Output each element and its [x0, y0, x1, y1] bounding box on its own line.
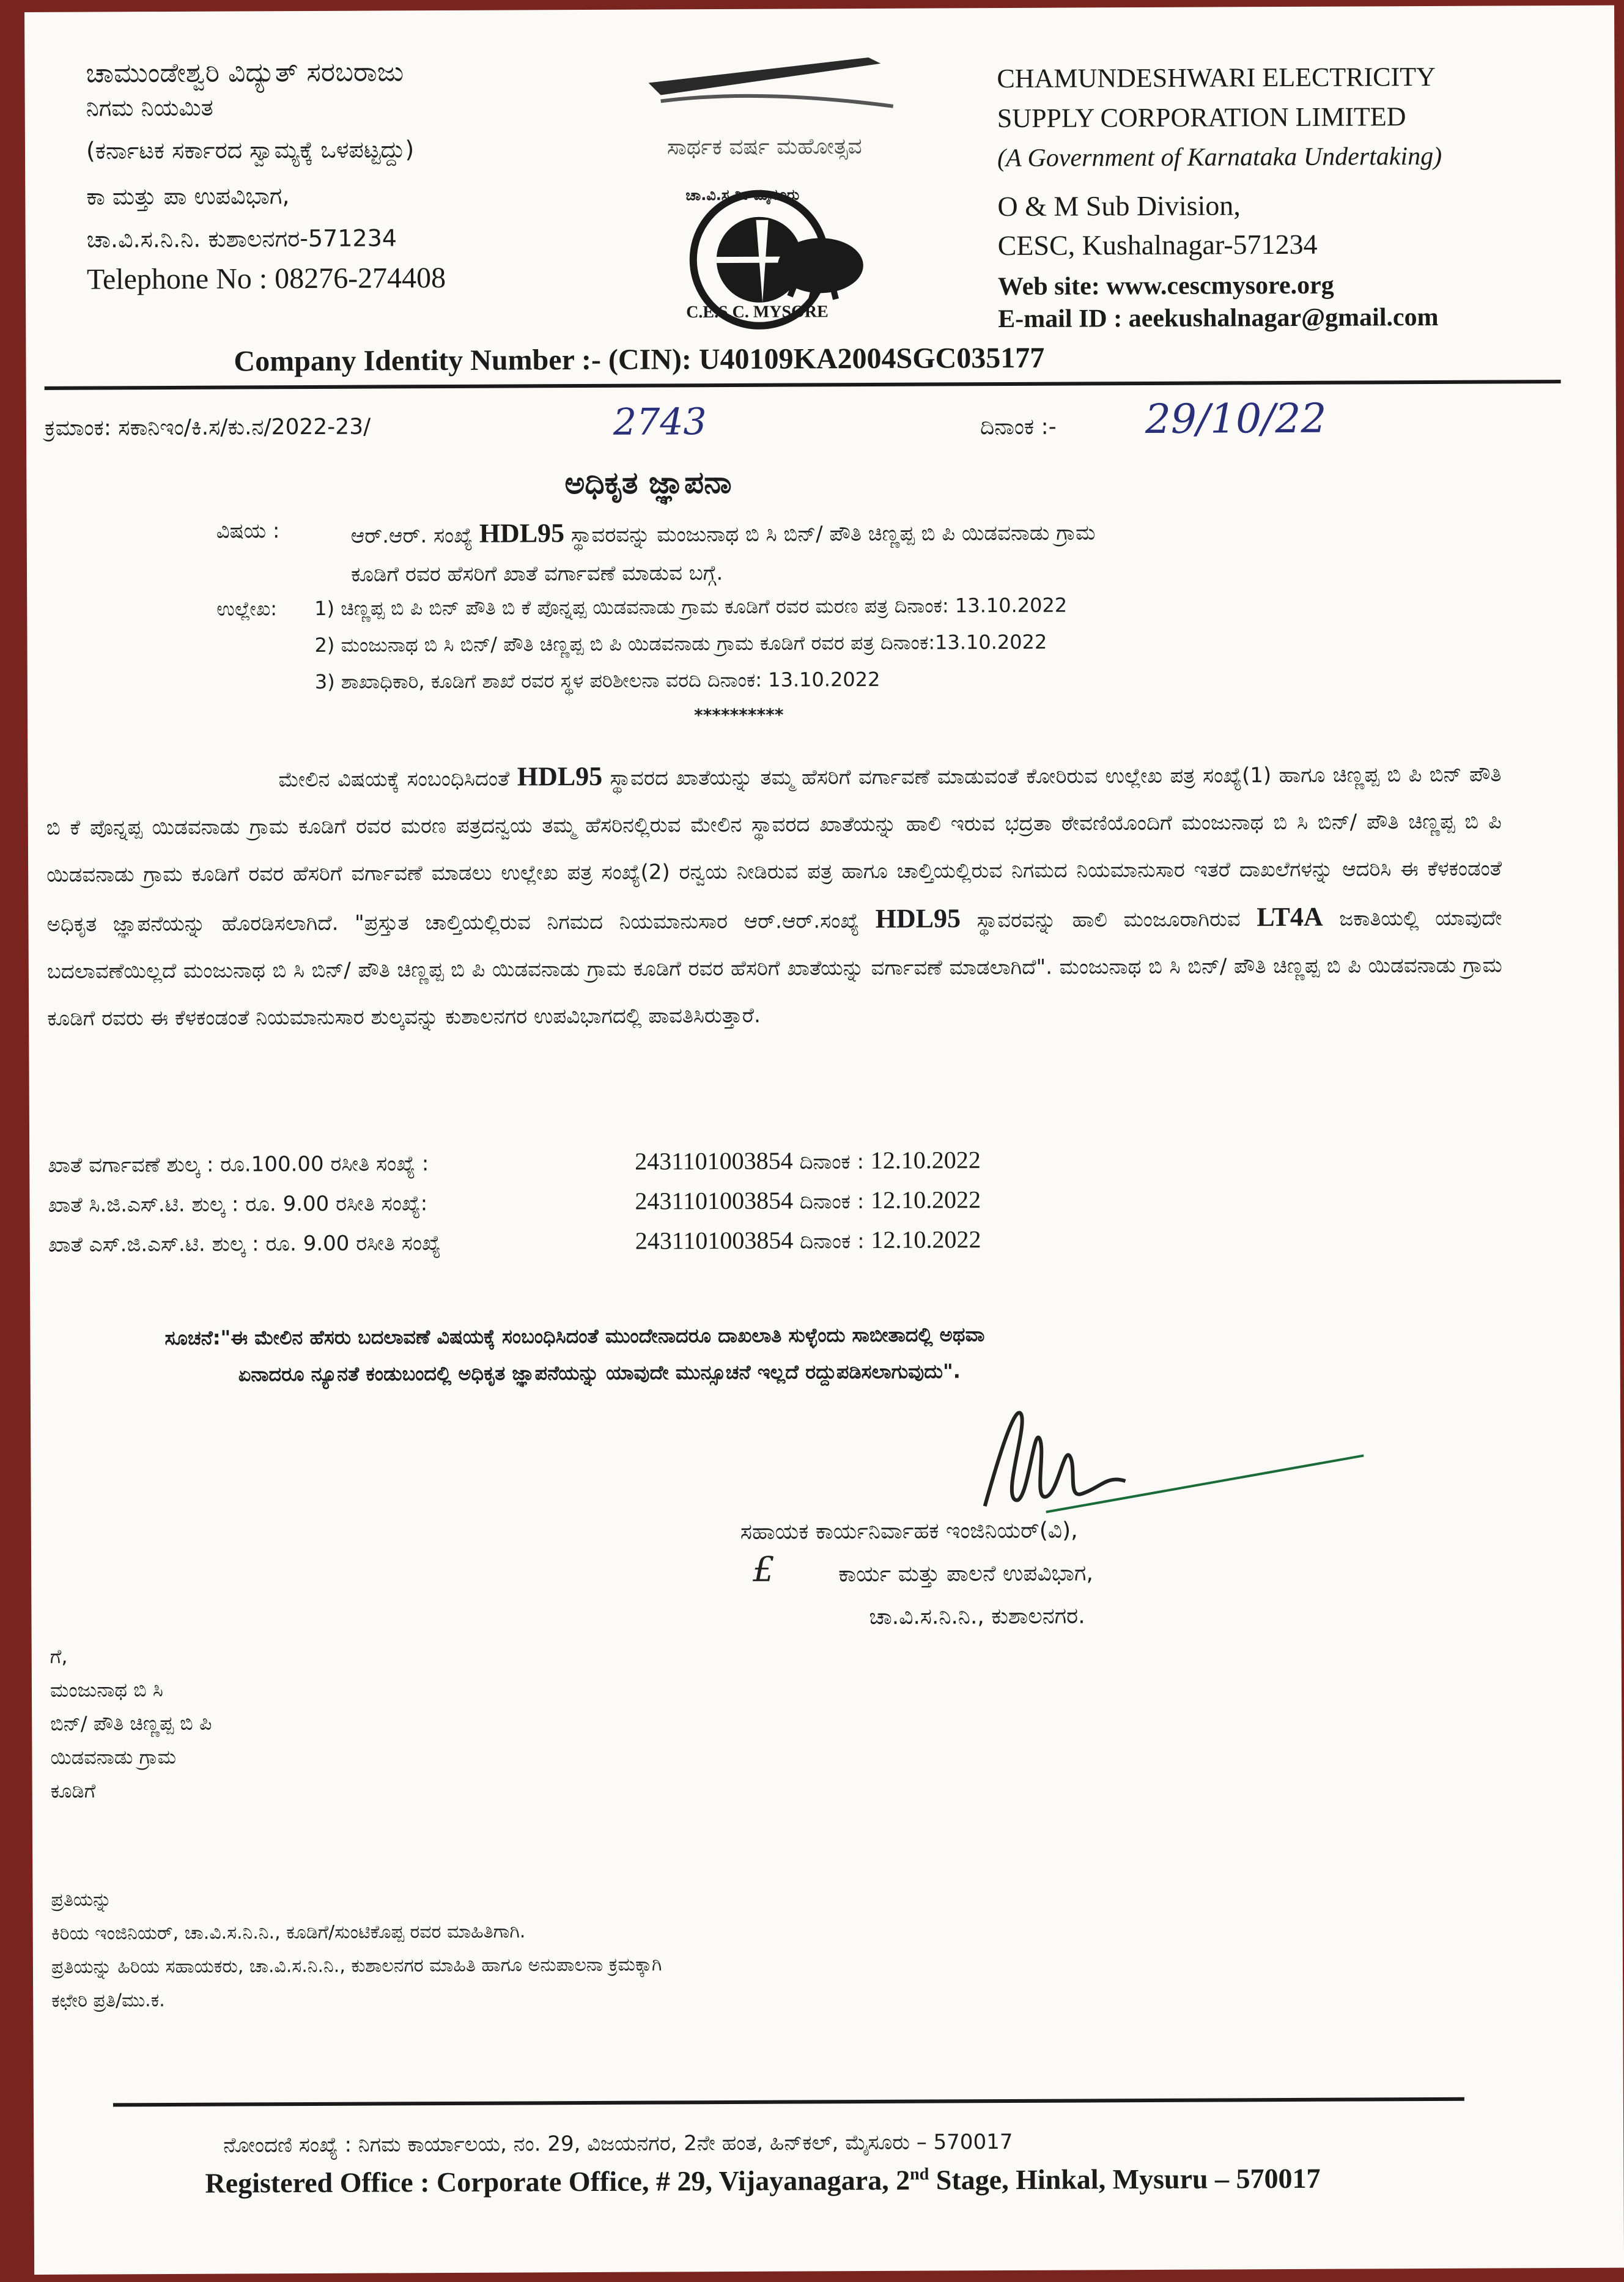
fee-receipt: 2431101003854 — [635, 1226, 794, 1255]
body-tariff: LT4A — [1257, 901, 1323, 932]
to-line-1: ಗೆ, — [50, 1644, 68, 1668]
subject-line-1 — [351, 515, 1096, 549]
fee-label: ಖಾತೆ ವರ್ಗಾವಣೆ ಶುಲ್ಕ : ರೂ.100.00 ರಸೀತಿ ಸಂಖ್ಯೆ : — [48, 1151, 429, 1178]
subject-label: ವಿಷಯ : — [216, 519, 280, 544]
ref-label: ಕ್ರಮಾಂಕ: ಸಕಾನಿಇಂ/ಕಿ.ಸ/ಕು.ನ/2022-23/ — [44, 414, 371, 441]
company-cin: Company Identity Number :- (CIN): U40109KA2004SGC035177 — [234, 341, 1045, 378]
subject-pre: ಆರ್.ಆರ್. ಸಂಖ್ಯೆ — [350, 523, 473, 548]
fee-row-3 — [48, 1225, 981, 1258]
signatory-line-2: ಕಾರ್ಯ ಮತ್ತು ಪಾಲನೆ ಉಪವಿಭಾಗ, — [838, 1560, 1093, 1587]
fee-row-2 — [48, 1185, 981, 1218]
fee-label: ಖಾತೆ ಎಸ್.ಜಿ.ಎಸ್.ಟಿ. ಶುಲ್ಕ : ರೂ. 9.00 ರಸೀತಿ ಸಂಖ್ಯೆ — [48, 1231, 441, 1257]
logo-ring-top: ಚಾ.ವಿ.ಸ.ನಿ. ಮೈಸೂರು — [685, 186, 800, 204]
footer-en-sup: nd — [910, 2165, 929, 2184]
reference-3: 3) ಶಾಖಾಧಿಕಾರಿ, ಕೂಡಿಗೆ ಶಾಖೆ ರವರ ಸ್ಥಳ ಪರಿಶೀಲನಾ ವರದಿ ದಿನಾಂಕ: 13.10.2022 — [314, 667, 880, 693]
logo-ring-bottom: C.E.S.C. MYSORE — [686, 302, 829, 322]
to-line-5: ಕೂಡಿಗೆ — [50, 1779, 96, 1803]
fee-date-label: ದಿನಾಂಕ : — [799, 1150, 865, 1175]
note-line-2: ಏನಾದರೂ ನ್ಯೂನತೆ ಕಂಡುಬಂದಲ್ಲಿ ಅಧಿಕೃತ ಜ್ಞಾಪನೆಯನ್ನು ಯಾವುದೇ ಮುನ್ಸೂಚನೆ ಇಲ್ಲದೆ ರದ್ದುಪಡಿಸಲಾಗುವುದು". — [238, 1359, 961, 1386]
footer-en — [205, 2162, 1320, 2199]
signature-image — [960, 1388, 1401, 1524]
logo-top-text: ಸಾರ್ಥಕ ವರ್ಷ ಮಹೋತ್ಸವ — [666, 134, 862, 160]
body-mid: ಸ್ಥಾವರವನ್ನು ಹಾಲಿ ಮಂಜೂರಾಗಿರುವ — [976, 907, 1241, 933]
signature-initial-icon: £ — [752, 1549, 775, 1590]
copy-line-4: ಕಛೇರಿ ಪ್ರತಿ/ಮು.ಕ. — [51, 1990, 165, 2012]
footer-divider — [113, 2097, 1464, 2107]
body-post: ಸ್ಥಾವರದ ಖಾತೆಯನ್ನು ತಮ್ಮ ಹೆಸರಿಗೆ ವರ್ಗಾವಣೆ ಮಾಡುವಂತೆ ಕೋರಿರುವ ಉಲ್ಲೇಖ ಪತ್ರ ಸಂಖ್ಯೆ(1) ಹಾಗೂ ಚಿಣ್ಣಪ್ಪ ಬಿ ಪಿ ಬಿನ್ ಪೌತಿ ಬಿ ಕೆ ಪೊನ್ನಪ್ಪ ಯಿಡವನಾಡು ಗ್ರಾಮ ಕೂಡಿಗೆ ರವರ ಮರಣ ಪತ್ರದನ್ವಯ ತಮ್ಮ ಹೆಸರಿನಲ್ಲಿರುವ ಮೇಲಿನ ಸ್ಥಾವರದ ಖಾತೆಯನ್ನು ಹಾಲಿ ಇರುವ ಭದ್ರತಾ ಠೇವಣಿಯೊಂದಿಗೆ ಮಂಜುನಾಥ ಬಿ ಸಿ ಬಿನ್/ ಪೌತಿ ಚಿಣ್ಣಪ್ಪ ಬಿ ಪಿ ಯಿಡವನಾಡು ಗ್ರಾಮ ಕೂಡಿಗೆ ರವರ ಹೆಸರಿಗೆ ವರ್ಗಾವಣೆ ಮಾಡಲು ಉಲ್ಲೇಖ ಪತ್ರ ಸಂಖ್ಯೆ(2) ರನ್ವಯ ನೀಡಿರುವ ಪತ್ರ ಹಾಗೂ ಚಾಲ್ತಿಯಲ್ಲಿರುವ ನಿಗಮದ ನಿಯಮಾನುಸಾರ ಇತರೆ ದಾಖಲೆಗಳನ್ನು ಆದರಿಸಿ ಈ ಕೆಳಕಂಡಂತೆ ಅಧಿಕೃತ ಜ್ಞಾಪನೆಯನ್ನು ಹೊರಡಿಸಲಾಗಿದೆ. "ಪ್ರಸ್ತುತ ಚಾಲ್ತಿಯಲ್ಲಿರುವ ನಿಗಮದ ನಿಯಮಾನುಸಾರ ಆರ್.ಆರ್.ಸಂಖ್ಯೆ — [46, 762, 1502, 937]
ref-number: 2743 — [613, 401, 707, 444]
header-en-line-4: O & M Sub Division, — [997, 190, 1241, 223]
copy-line-3: ಪ್ರತಿಯನ್ನು ಹಿರಿಯ ಸಹಾಯಕರು, ಚಾ.ವಿ.ಸ.ನಿ.ನಿ., ಕುಶಾಲನಗರ ಮಾಹಿತಿ ಹಾಗೂ ಅನುಪಾಲನಾ ಕ್ರಮಕ್ಕಾಗಿ — [51, 1954, 662, 1978]
header-en-line-3: (A Government of Karnataka Undertaking) — [997, 142, 1442, 173]
fee-row-1 — [48, 1145, 981, 1178]
signatory-line-3: ಚಾ.ವಿ.ಸ.ನಿ.ನಿ., ಕುಶಾಲನಗರ. — [869, 1603, 1085, 1630]
footer-en-post: Stage, Hinkal, Mysuru – 570017 — [929, 2162, 1321, 2196]
header-kn-line-2: ನಿಗಮ ನಿಯಮಿತ — [86, 94, 213, 122]
references-separator: ********** — [693, 704, 784, 726]
reference-2: 2) ಮಂಜುನಾಥ ಬಿ ಸಿ ಬಿನ್/ ಪೌತಿ ಚಿಣ್ಣಪ್ಪ ಬಿ ಪಿ ಯಿಡವನಾಡು ಗ್ರಾಮ ಕೂಡಿಗೆ ರವರ ಪತ್ರ ದಿನಾಂಕ:13.10.2022 — [314, 630, 1047, 657]
letter-sheet — [24, 6, 1624, 2275]
copy-line-1: ಪ್ರತಿಯನ್ನು — [51, 1889, 112, 1911]
header-email: E-mail ID : aeekushalnagar@gmail.com — [998, 303, 1439, 334]
fee-label: ಖಾತೆ ಸಿ.ಜಿ.ಎಸ್.ಟಿ. ಶುಲ್ಕ : ರೂ. 9.00 ರಸೀತಿ ಸಂಖ್ಯೆ: — [48, 1191, 428, 1217]
header-divider — [45, 380, 1561, 390]
note-line-1: ಸೂಚನೆ:"ಈ ಮೇಲಿನ ಹೆಸರು ಬದಲಾವಣೆ ವಿಷಯಕ್ಕೆ ಸಂಬಂಧಿಸಿದಂತೆ ಮುಂದೇನಾದರೂ ದಾಖಲಾತಿ ಸುಳ್ಳೆಂದು ಸಾಬೀತಾದಲ್ಲಿ ಅಥವಾ — [164, 1323, 985, 1350]
header-en-line-2: SUPPLY CORPORATION LIMITED — [997, 102, 1406, 134]
body-paragraph — [46, 748, 1502, 1042]
fee-date: 12.10.2022 — [871, 1225, 981, 1254]
subject-rr: HDL95 — [479, 518, 565, 548]
fee-receipt: 2431101003854 — [635, 1186, 794, 1215]
fee-date: 12.10.2022 — [871, 1186, 981, 1214]
header-en-line-5: CESC, Kushalnagar-571234 — [997, 228, 1318, 262]
subject-line-2: ಕೂಡಿಗೆ ರವರ ಹೆಸರಿಗೆ ಖಾತೆ ವರ್ಗಾವಣೆ ಮಾಡುವ ಬಗ್ಗೆ. — [350, 561, 723, 587]
memo-title: ಅಧಿಕೃತ ಜ್ಞಾಪನಾ — [564, 464, 732, 501]
body-rr-2: HDL95 — [875, 903, 961, 934]
body-rr: HDL95 — [517, 761, 603, 792]
reference-1: 1) ಚಿಣ್ಣಪ್ಪ ಬಿ ಪಿ ಬಿನ್ ಪೌತಿ ಬಿ ಕೆ ಪೊನ್ನಪ್ಪ ಯಿಡವನಾಡು ಗ್ರಾಮ ಕೂಡಿಗೆ ರವರ ಮರಣ ಪತ್ರ ದಿನಾಂಕ: 13.10.2022 — [314, 593, 1068, 620]
body-end: ಜಕಾತಿಯಲ್ಲಿ ಯಾವುದೇ ಬದಲಾವಣೆಯಿಲ್ಲದೆ ಮಂಜುನಾಥ ಬಿ ಸಿ ಬಿನ್/ ಪೌತಿ ಚಿಣ್ಣಪ್ಪ ಬಿ ಪಿ ಯಿಡವನಾಡು ಗ್ರಾಮ ಕೂಡಿಗೆ ರವರ ಹೆಸರಿಗೆ ಖಾತೆಯನ್ನು ವರ್ಗಾವಣೆ ಮಾಡಲಾಗಿದೆ". ಮಂಜುನಾಥ ಬಿ ಸಿ ಬಿನ್/ ಪೌತಿ ಚಿಣ್ಣಪ್ಪ ಬಿ ಪಿ ಯಿಡವನಾಡು ಗ್ರಾಮ ಕೂಡಿಗೆ ರವರು ಈ ಕೆಳಕಂಡಂತೆ ನಿಯಮಾನುಸಾರ ಶುಲ್ಕವನ್ನು ಕುಶಾಲನಗರ ಉಪವಿಭಾಗದಲ್ಲಿ ಪಾವತಿಸಿರುತ್ತಾರೆ. — [46, 906, 1502, 1031]
body-pre: ಮೇಲಿನ ವಿಷಯಕ್ಕೆ ಸಂಬಂಧಿಸಿದಂತೆ — [278, 766, 510, 792]
to-line-3: ಬಿನ್/ ಪೌತಿ ಚಿಣ್ಣಪ್ಪ ಬಿ ಪಿ — [50, 1711, 212, 1735]
subject-post: ಸ್ಥಾವರವನ್ನು ಮಂಜುನಾಥ ಬಿ ಸಿ ಬಿನ್/ ಪೌತಿ ಚಿಣ್ಣಪ್ಪ ಬಿ ಪಿ ಯಿಡವನಾಡು ಗ್ರಾಮ — [570, 520, 1096, 548]
header-kn-line-4: ಕಾ ಮತ್ತು ಪಾ ಉಪವಿಭಾಗ, — [86, 182, 290, 210]
signatory-line-1: ಸಹಾಯಕ ಕಾರ್ಯನಿರ್ವಾಹಕ ಇಂಜಿನಿಯರ್(ವಿ), — [740, 1518, 1078, 1545]
fee-date-label: ದಿನಾಂಕ : — [800, 1229, 865, 1254]
header-kn-line-1: ಚಾಮುಂಡೇಶ್ವರಿ ವಿದ್ಯುತ್ ಸರಬರಾಜು — [86, 56, 404, 89]
header-website: Web site: www.cescmysore.org — [997, 271, 1334, 301]
to-line-4: ಯಿಡವನಾಡು ಗ್ರಾಮ — [50, 1745, 177, 1769]
footer-en-pre: Registered Office : Corporate Office, # 29, Vijayanagara, 2 — [205, 2164, 910, 2199]
letter-date: 29/10/22 — [1145, 394, 1327, 443]
header-en-line-1: CHAMUNDESHWARI ELECTRICITY — [997, 61, 1436, 94]
header-kn-line-3: (ಕರ್ನಾಟಕ ಸರ್ಕಾರದ ಸ್ವಾಮ್ಯಕ್ಕೆ ಒಳಪಟ್ಟದ್ದು) — [86, 136, 415, 164]
header-kn-line-5: ಚಾ.ವಿ.ಸ.ನಿ.ನಿ. ಕುಶಾಲನಗರ-571234 — [86, 224, 397, 253]
fee-receipt: 2431101003854 — [635, 1147, 793, 1175]
footer-kn: ನೋಂದಣಿ ಸಂಖ್ಯೆ : ನಿಗಮ ಕಾರ್ಯಾಲಯ, ನಂ. 29, ವಿಜಯನಗರ, 2ನೇ ಹಂತ, ಹಿನ್‌ಕಲ್, ಮೈಸೂರು – 570017 — [223, 2129, 1013, 2158]
fee-date-label: ದಿನಾಂಕ : — [799, 1189, 865, 1214]
header-telephone: Telephone No : 08276-274408 — [86, 261, 446, 296]
references-label: ಉಲ್ಲೇಖ: — [216, 597, 278, 621]
date-label: ದಿನಾಂಕ :- — [980, 414, 1057, 440]
to-line-2: ಮಂಜುನಾಥ ಬಿ ಸಿ — [50, 1678, 163, 1702]
fee-date: 12.10.2022 — [870, 1146, 981, 1174]
copy-line-2: ಕಿರಿಯ ಇಂಜಿನಿಯರ್, ಚಾ.ವಿ.ಸ.ನಿ.ನಿ., ಕೂಡಿಗೆ/ಸುಂಟಿಕೊಪ್ಪ ರವರ ಮಾಹಿತಿಗಾಗಿ. — [51, 1921, 526, 1944]
